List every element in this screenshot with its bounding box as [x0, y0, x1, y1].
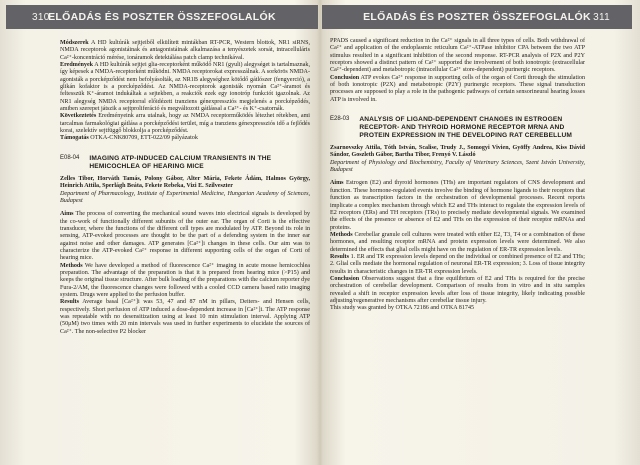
abstract-title: ANALYSIS OF LIGAND-DEPENDENT CHANGES IN ESTROGEN RECEPTOR- AND THYROID HORMONE RECEPTOR MRNA AND PROTEIN EXPRESSION IN THE DEVELOPING RAT CEREBELLUM	[359, 116, 573, 140]
intro-methods: Módszerek A HD kultúrák sejtjeiből elkülített mintákban RT-PCR, Western blottok, NR1 siRNS, NMDA receptorok agonistáinak és antagonistáinak alkalmazása a tenyészetek sorsát, intracelluláris Ca²⁺-koncentráció mérése, ionáramok detektálása patch clamp technikával.	[60, 40, 310, 61]
right-page-header	[322, 5, 632, 29]
right-page	[320, 0, 640, 465]
abstract-results: Results Average basal [Ca²⁺]i was 53, 47 and 87 nM in pillars, Deiters- and Hensen cells, respectively. Short perfusion of ATP induced a dose-dependent increase in [Ca²⁺]i. The ATP response was repeatable with no desensitization using at least 10 min stimulation interval. Applying ATP (50μM) two times with 20 min intervals was used in further experiments to elucidate the sources of Ca²⁺. The non-selective P2 blocker	[60, 299, 310, 335]
intro-results: Eredmények A HD kultúrák sejtjei glia-receptorként működő NR1 (gyuli) alegységet is tartalmaznak, így képesek a NMDA-receptorként működni. NMDA receptorokat expresszálnak. A sorkörös NMDA-agonisták a porcképződést nem befolyásolták, az NR1B alegységhez kötődő gátlószer (fengyerció), a glikán kofaktor is a porcképződést. Az NMDA-receptorok agonisták nyomán Ca²⁺-áramot és feltesszük K⁺-áramot indukáltak a sejtekben, a reakciók ezek egy ionotróp funkciót igazolnak. Az NR1 alegység NMDA receptorral előidézett tranziens génexpressziós megjelenés a porcképződés, amiben szerepet játszik a sejtproliferáció és megváltozott gátlással a Ca²⁺- és K⁺-csatornák.	[60, 62, 310, 113]
abstract-code: E08-04	[60, 154, 80, 161]
abstract-authors: Zelles Tibor, Horváth Tamás, Polony Gábor, Alter Mária, Fekete Ádám, Halmos György, Heinrich Attila, Sperlágh Beáta, Fekete Rebeka, Vizi E. Szilveszter	[60, 175, 310, 190]
abstract-code: E28-03	[330, 116, 350, 123]
abstract-heading-e28-03	[330, 116, 585, 140]
abstract-aims: Aims Estrogen (E2) and thyroid hormones (THs) are important regulators of CNS development and function. These hormone-regulated events involve the binding of hormone ligands to their receptors that function as transcription factors in the orchestration of developmental processes. Recent reports implicate a complex mechanism through which E2 and THs interact to regulate the expression levels of E2 receptors (ERs) and TH receptors (TRs) to precisely mediate developmental signals. We examined the effects of the presence or absence of E2 and THs on the expression of their receptor mRNAs and proteins.	[330, 180, 585, 231]
right-column	[330, 38, 585, 313]
intro-conclusion: Következtetés Eredményeink arra utalnak, hogy az NMDA receptorműködés létezhet rétekben, ami tarcalmas farmakológiai gátlása a porcképződési terület, míg a tranziens génexpressziós idő a fejlődés korai, szelektív sejtfüggő blokkolja a porcképződést.	[60, 113, 310, 135]
abstract-title: IMAGING ATP-INDUCED CALCIUM TRANSIENTS IN THE HEMICOCHLEA OF HEARING MICE	[89, 154, 272, 170]
abstract-results: Results 1. ER and TR expression levels depend on the individual or combined presence of E2 and THs; 2. Glial cells mediate the hormonal regulation of neuronal ER-TR expression; 3. Loss of tissue integrity results in characteristic changes in ER-TR expression levels.	[330, 253, 585, 275]
abstract-methods: Methods Cerebellar granule cell cultures were treated with either E2, T3, T4 or a combination of these hormones, and resulting receptor mRNA and protein expression levels were determined. We also determined the effects that glial cells might have on the regulation of ER-TR expression levels.	[330, 231, 585, 253]
abstract-affiliation: Department of Physiology and Biochemistry, Faculty of Veterinary Sciences, Szent István University, Budapest	[330, 159, 585, 174]
continuation-text: PPADS caused a significant reduction in the Ca²⁺ signals in all three types of cells. Both withdrawal of Ca²⁺ and application of the endoplasmic reticulum Ca²⁺-ATPase inhibitor CPA between the two ATP stimulus resulted in a significant inhibition of the second response. RT-PCR analysis of P2X and P2Y receptors showed a distinct pattern of Ca²⁺ supported the involvement of both ionotropic (extracellular Ca²⁺-dependent) and metabotropic (intracellular Ca²⁺ store-dependent) purinergic receptors.	[330, 38, 585, 74]
abstract-aims: Aims The process of converting the mechanical sound waves into electrical signals is developed by the co-work of functionally different subunits of the outer ear. The organ of Corti is the effective transducer, where the functions of the different cell types are modulated by ATP. Beyond its role in sensing, ATP-evoked processes are thought to be the part of a defending system in the inner ear against noise and other damages. ATP generates [Ca²⁺]i changes in these cells. Our aim was to characterize the ATP-evoked Ca²⁺ response in different supporting cells of the organ of Corti of hearing mice.	[60, 211, 310, 262]
abstract-methods: Methods We have developed a method of fluorescence Ca²⁺ imaging in acute mouse hemicochlea preparation. The advantage of the preparation is that it is prepared from hearing mice (>P15) and keeps the original tissue structure. After bulk loading of the preparations with the calcium reporter dye Fura-2/AM, the fluorescence changes were followed with a cooled CCD camera based ratio imaging system. Drugs were applied to the perfusion buffer.	[60, 262, 310, 298]
abstract-affiliation: Department of Pharmacology, Institute of Experimental Medicine, Hungarian Academy of Sciences, Budapest	[60, 190, 310, 204]
conclusion-e08-04: Conclusion ATP evokes Ca²⁺ response in supporting cells of the organ of Corti through the stimulation of both ionotropic (P2X) and metabotropic (P2Y) purinergic receptors. These signal transduction processes are supposed to play a role in the pathogenic pathways of certain sensorineural hearing losses ATP is involved in.	[330, 74, 585, 103]
intro-funding: Támogatás OTKA-CNK80709, ETT-022/09 pályázatok	[60, 135, 198, 142]
left-header-title: ELŐADÁS ÉS POSZTER ÖSSZEFOGLALÓK	[48, 11, 276, 23]
left-page-number: 310	[32, 11, 50, 23]
left-column	[60, 40, 310, 336]
abstract-funding: This study was granted by OTKA 72186 and OTKA 81745	[330, 305, 475, 312]
right-page-number: 311	[593, 11, 610, 23]
abstract-conclusion: Conclusion Observations suggest that a fine equilibrium of E2 and THs is required for the precise orchestration of cerebellar development. Comparison of results from in vitro and in situ samples revealed a shift in receptor expression levels after loss of tissue integrity, likely indicating possible adjusting/regenerative mechanisms after cerebellar tissue injury.	[330, 275, 585, 304]
left-page-header	[6, 5, 318, 29]
abstract-heading-e08-04	[60, 155, 310, 171]
abstract-authors: Zsarnovszky Attila, Tóth István, Scalise, Trudy J., Somogyi Vivien, Gyöffy Andrea, Kiss Dávid Sándor, Goszleth Gábor, Bartha Tibor, Frenyó V. László	[330, 145, 585, 159]
right-header-title: ELŐADÁS ÉS POSZTER ÖSSZEFOGLALÓK	[363, 11, 591, 23]
